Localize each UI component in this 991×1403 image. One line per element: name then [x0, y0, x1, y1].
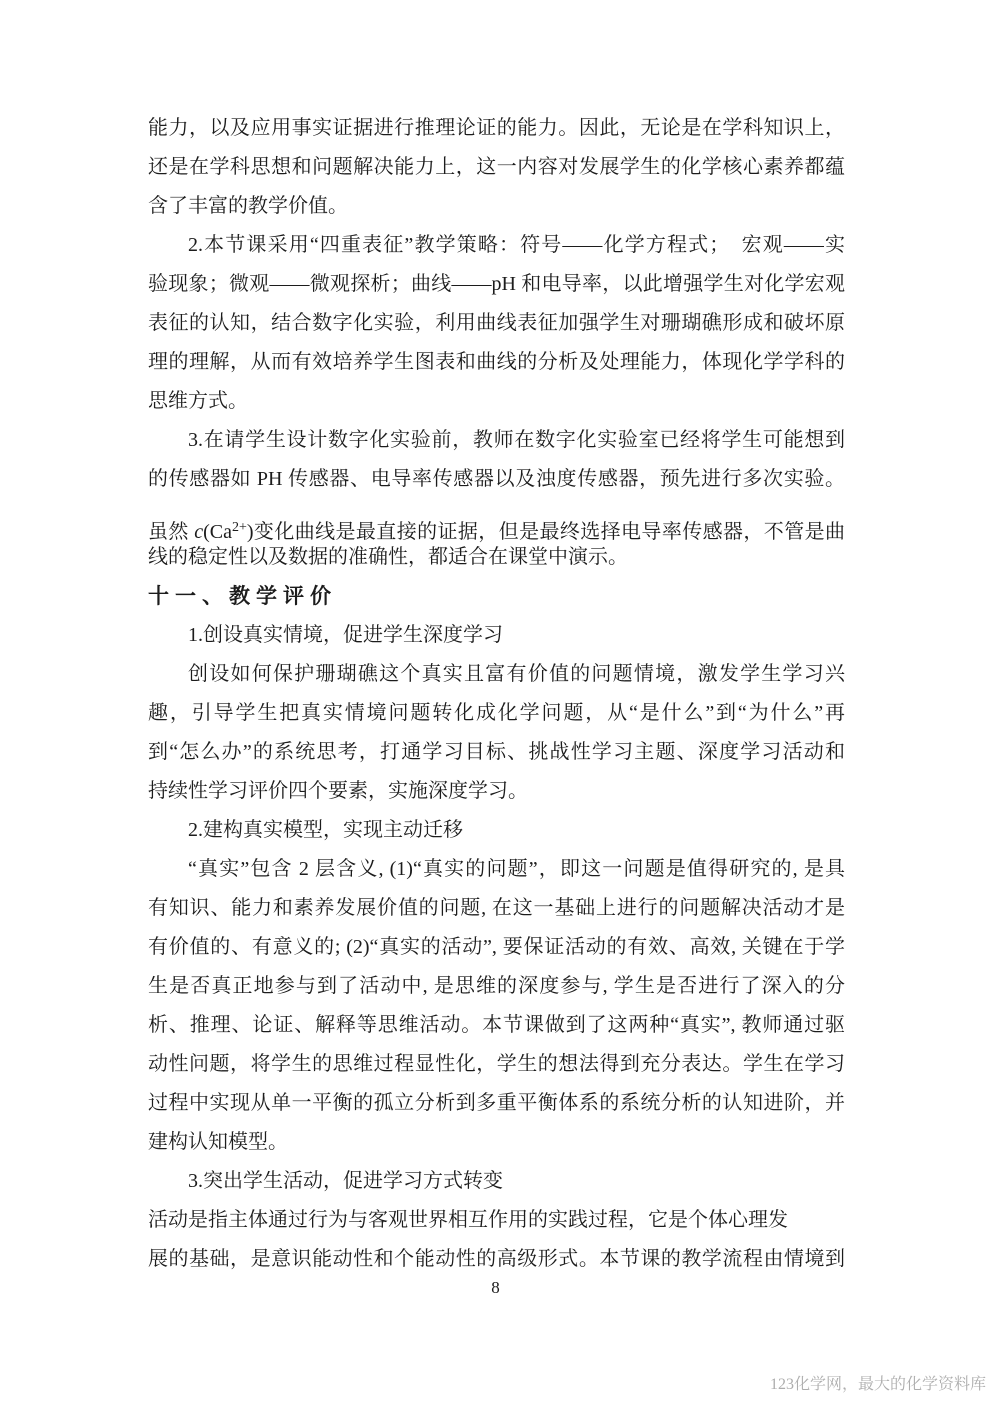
paragraph-line: 过程中实现从单一平衡的孤立分析到多重平衡体系的系统分析的认知进阶，并 [148, 1092, 845, 1114]
formula-concentration-variable: c [194, 521, 204, 543]
paragraph-line: 1.创设真实情境，促进学生深度学习 [188, 624, 503, 646]
paragraph-line: 思维方式。 [148, 390, 248, 412]
paragraph-line: 的传感器如 PH 传感器、电导率传感器以及浊度传感器，预先进行多次实验。 [148, 468, 845, 490]
formula-rest-text: )变化曲线是最直接的证据，但是最终选择电导率传感器，不管是曲 [246, 521, 845, 543]
paragraph-line: 生是否真正地参与到了活动中, 是思维的深度参与, 学生是否进行了深入的分 [148, 975, 845, 997]
paragraph-line: 有知识、能力和素养发展价值的问题, 在这一基础上进行的问题解决活动才是 [148, 897, 845, 919]
paragraph-line: 含了丰富的教学价值。 [148, 195, 348, 217]
paragraph-line: 析、推理、论证、解释等思维活动。本节课做到了这两种“真实”, 教师通过驱 [148, 1014, 845, 1036]
watermark-text: 123化学网，最大的化学资料库 [769, 1376, 986, 1393]
paragraph-line: 趣，引导学生把真实情境问题转化成化学问题，从“是什么”到“为什么”再 [148, 702, 845, 724]
paragraph-line: 2.本节课采用“四重表征”教学策略：符号——化学方程式； 宏观——实 [188, 234, 845, 256]
paragraph-line: 表征的认知，结合数字化实验，利用曲线表征加强学生对珊瑚礁形成和破坏原 [148, 312, 845, 334]
paragraph-line: 到“怎么办”的系统思考，打通学习目标、挑战性学习主题、深度学习活动和 [148, 741, 845, 763]
paragraph-line: 建构认知模型。 [148, 1131, 288, 1153]
paragraph-line: 3.突出学生活动，促进学习方式转变 [188, 1170, 503, 1192]
paragraph-line: 能力，以及应用事实证据进行推理论证的能力。因此，无论是在学科知识上， [148, 117, 845, 139]
section-heading: 十一、教学评价 [148, 584, 337, 608]
paragraph-line: “真实”包含 2 层含义, (1)“真实的问题”，即这一问题是值得研究的, 是具 [188, 858, 845, 880]
formula-base-text: (Ca [203, 521, 232, 543]
paragraph-line: 持续性学习评价四个要素，实施深度学习。 [148, 780, 528, 802]
paragraph-line: 线的稳定性以及数据的准确性，都适合在课堂中演示。 [148, 546, 628, 568]
paragraph-line: 2.建构真实模型，实现主动迁移 [188, 819, 463, 841]
paragraph-line: 还是在学科思想和问题解决能力上，这一内容对发展学生的化学核心素养都蕴 [148, 156, 845, 178]
paragraph-line: 动性问题，将学生的思维过程显性化，学生的想法得到充分表达。学生在学习 [148, 1053, 845, 1075]
document-body [148, 109, 845, 1279]
paragraph-line: 理的理解，从而有效培养学生图表和曲线的分析及处理能力，体现化学学科的 [148, 351, 845, 373]
paragraph-line: 有价值的、有意义的; (2)“真实的活动”, 要保证活动的有效、高效, 关键在于学 [148, 936, 845, 958]
formula-ion-charge-superscript: 2+ [231, 520, 247, 535]
page-number: 8 [491, 1278, 500, 1297]
paragraph-line: 3.在请学生设计数字化实验前，教师在数字化实验室已经将学生可能想到 [188, 429, 845, 451]
formula-prefix-text: 虽然 [148, 521, 195, 543]
paragraph-line: 活动是指主体通过行为与客观世界相互作用的实践过程，它是个体心理发 [148, 1209, 788, 1231]
paragraph-line: 展的基础，是意识能动性和个能动性的高级形式。本节课的教学流程由情境到 [148, 1248, 845, 1270]
paragraph-line: 创设如何保护珊瑚礁这个真实且富有价值的问题情境，激发学生学习兴 [188, 663, 845, 685]
paragraph-line: 验现象；微观——微观探析；曲线——pH 和电导率，以此增强学生对化学宏观 [148, 273, 845, 295]
